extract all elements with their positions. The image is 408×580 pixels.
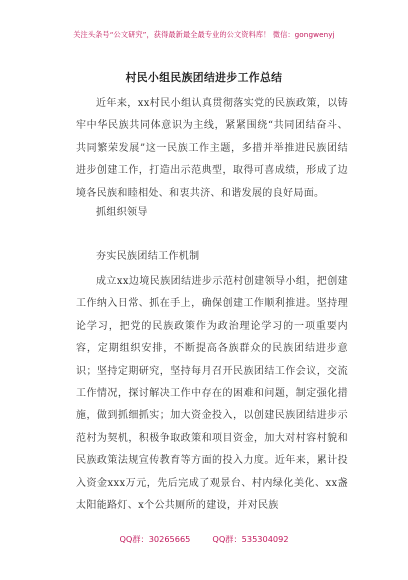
paragraph-body: 成立xx边境民族团结进步示范村创建领导小组，把创建工作纳入日常、抓在手上，确保创建工作顺利推进。坚持理论学习，把党的民族政策作为政治理论学习的一项重要内容，定期组织安排，不断提高各族群众的民族团结进步意识；坚持定期研究，坚持每月召开民族团结工作会议，交流工作情况，探讨解决工作中存在的困难和问题，制定强化措施，做到抓细抓实；加大资金投入，以创建民族团结进步示范村为契机，积极争取政策和项目资金，加大对村容村貌和民族政策法规宣传教育等方面的投入力度。近年来，累计投入资金xxx万元，先后完成了观景台、村内绿化美化、xx盏太阳能路灯、x个公共厕所的建设，并对民族 bbox=[76, 276, 348, 512]
qq-group-2: QQ群：535304092 bbox=[212, 534, 289, 544]
paragraph-intro: 近年来，xx村民小组认真贯彻落实党的民族政策，以铸牢中华民族共同体意识为主线，紧紧围绕“共同团结奋斗、共同繁荣发展”这一民族工作主题，多措并举推进民族团结进步创建工作，打造出示范典型，取得可喜成绩，形成了边境各民族和睦相处、和衷共济、和谐发展的良好局面。 bbox=[76, 98, 348, 199]
footer-contact bbox=[0, 534, 408, 545]
document-title: 村民小组民族团结进步工作总结 bbox=[125, 71, 283, 84]
section-heading: 抓组织领导 bbox=[96, 207, 148, 218]
qq-group-1: QQ群：30265665 bbox=[119, 534, 191, 544]
subsection-heading: 夯实民族团结工作机制 bbox=[96, 251, 200, 262]
promo-header: 关注头条号“公文研究”，获得最新最全最专业的公文资料库！ 微信：gongwenyj bbox=[73, 30, 335, 39]
